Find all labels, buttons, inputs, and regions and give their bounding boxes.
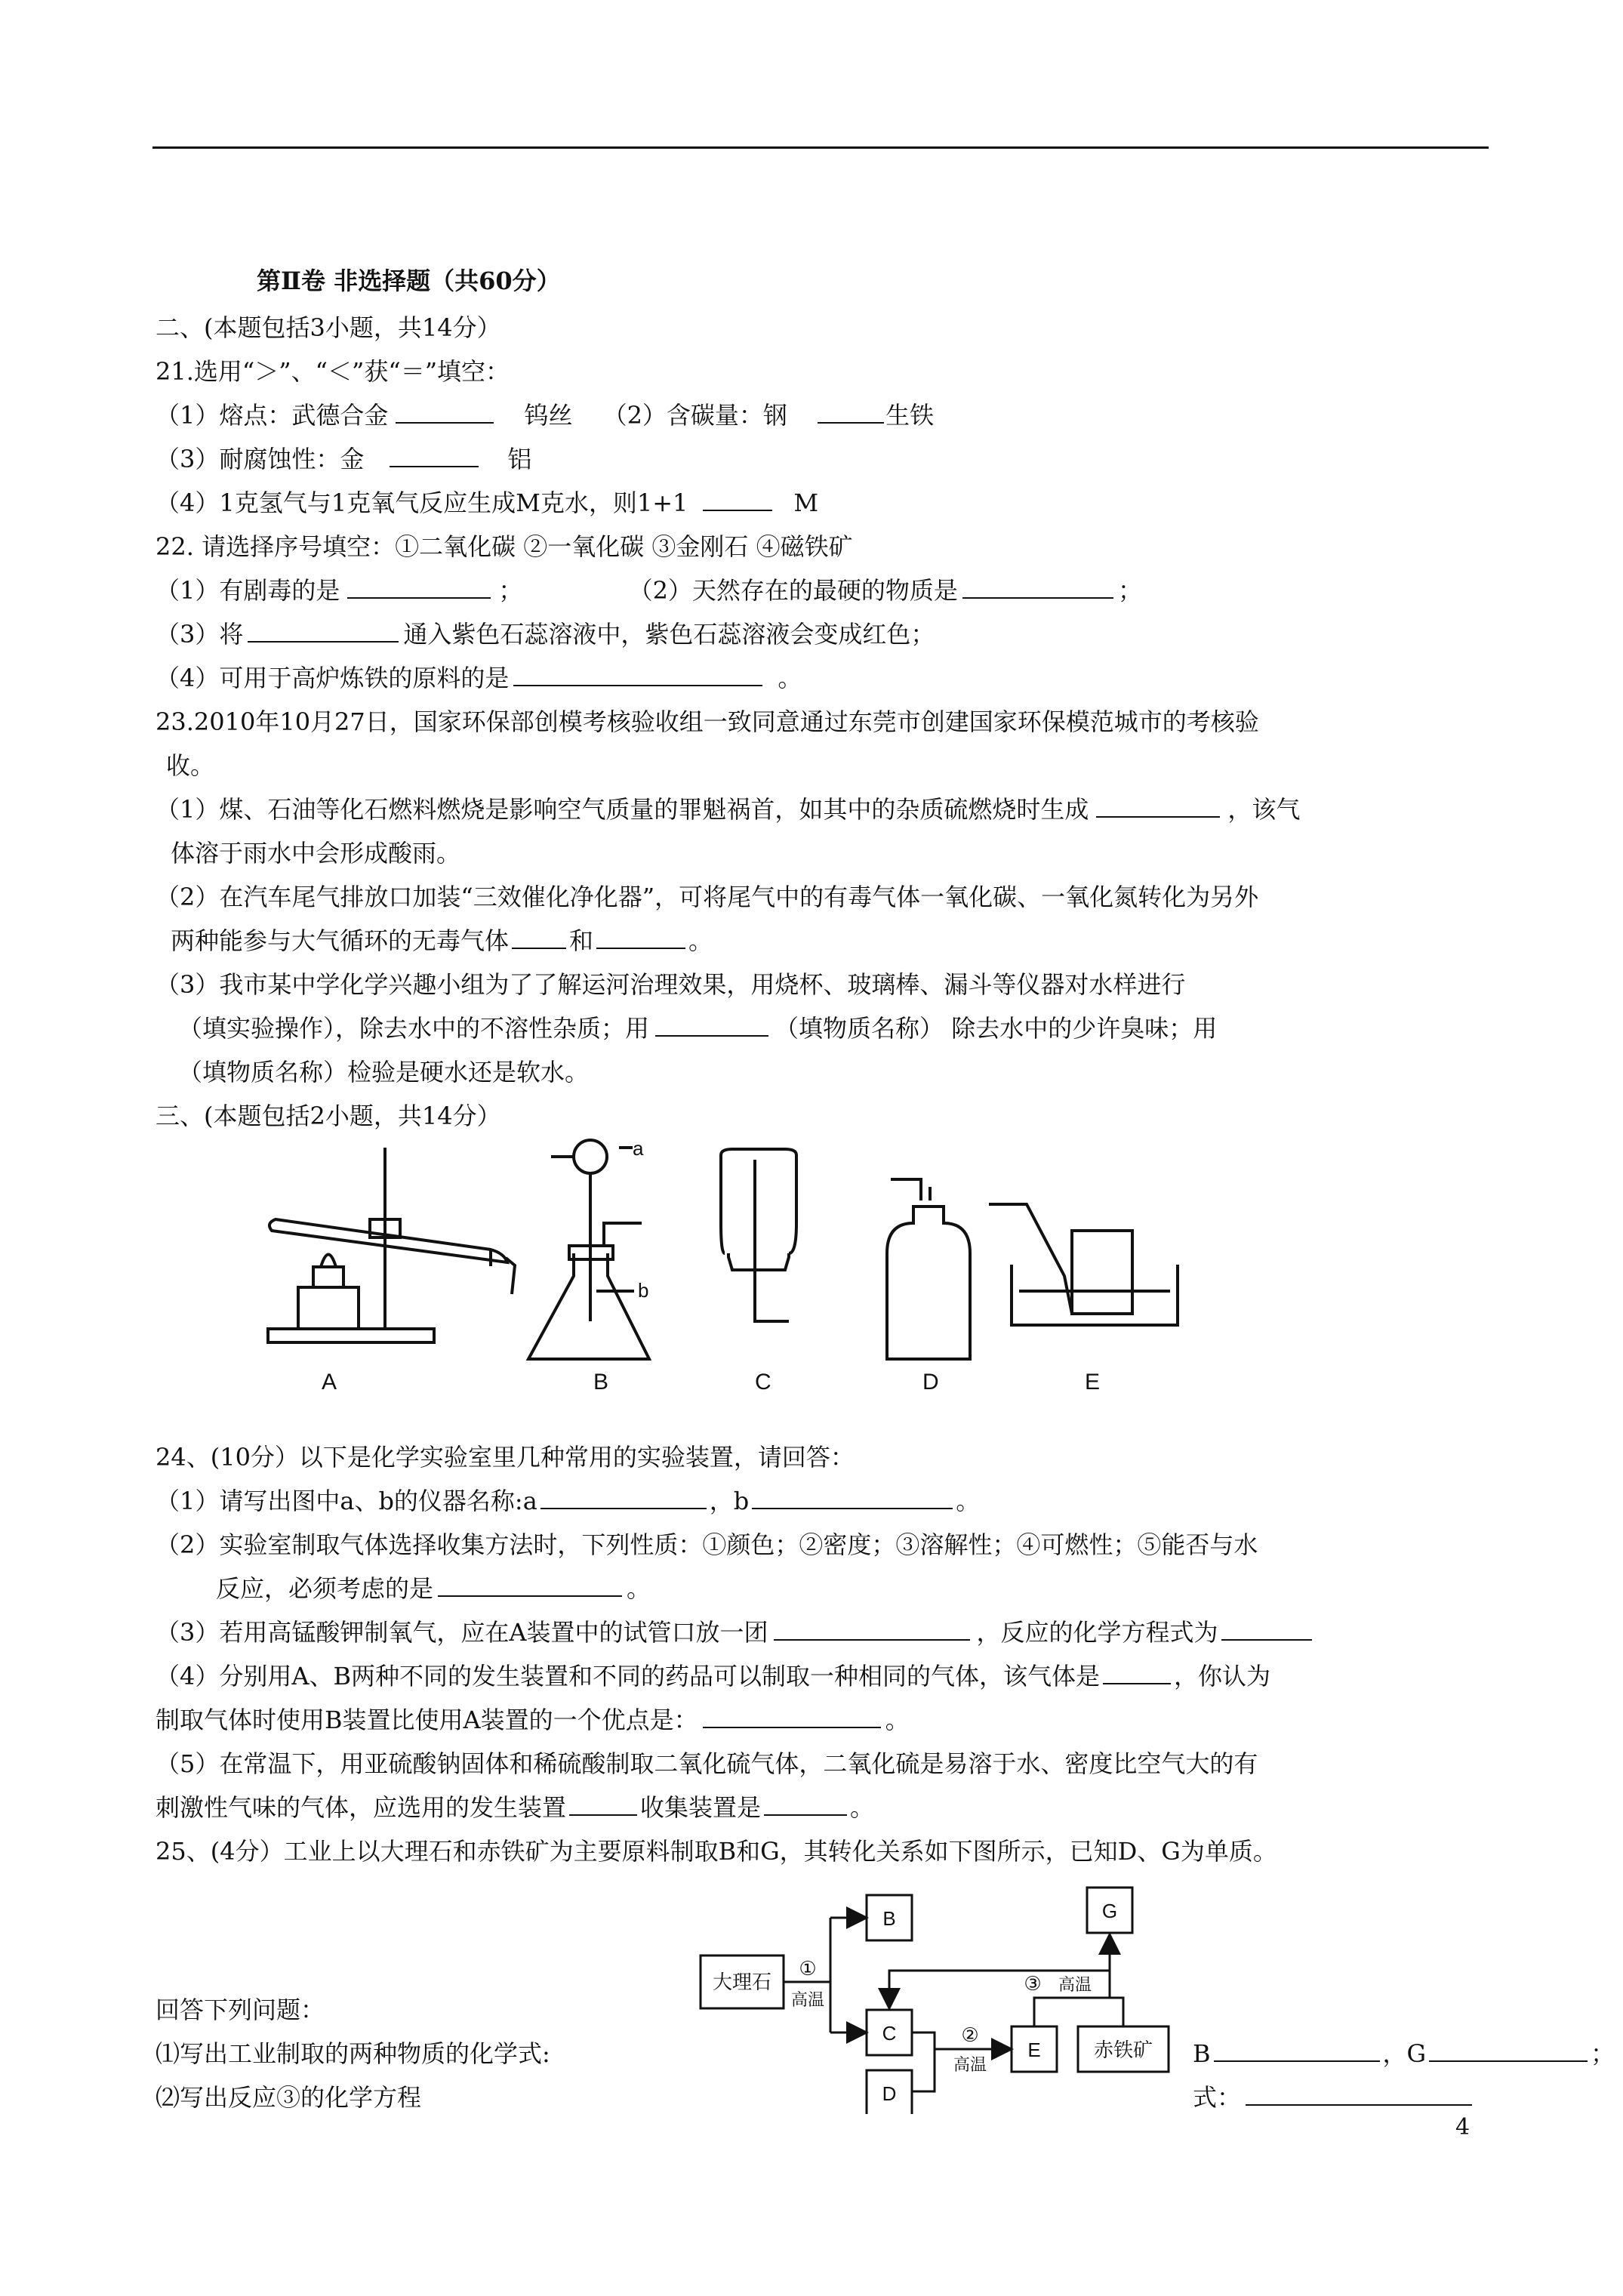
q21-line1: （1）熔点：武德合金 钨丝 （2）含碳量：钢 生铁 xyxy=(156,401,935,430)
answer-blank[interactable] xyxy=(1103,1660,1171,1684)
label-r2-temp: 高温 xyxy=(953,2055,987,2074)
bottle-c xyxy=(721,1149,796,1270)
page-number: 4 xyxy=(1455,2114,1471,2140)
q23-p3-line1: （3）我市某中学化学兴趣小组为了了解运河治理效果，用烧杯、玻璃棒、漏斗等仪器对水样进行 xyxy=(156,970,1186,999)
q24-stem: 24、(10分）以下是化学实验室里几种常用的实验装置，请回答： xyxy=(156,1443,855,1472)
label-box-C: C xyxy=(882,2022,897,2045)
q22-line3: （4）可用于高炉炼铁的原料的是 。 xyxy=(156,664,802,692)
label-b: b xyxy=(638,1279,649,1302)
q21-stem: 21.选用“＞”、“＜”获“＝”填空： xyxy=(156,357,510,386)
q25-answer-intro: 回答下列问题： xyxy=(156,1996,325,2024)
q24-p2-line1: （2）实验室制取气体选择收集方法时，下列性质：①颜色；②密度；③溶解性；④可燃性；⑤能否与水 xyxy=(156,1530,1258,1559)
q23-stem-1: 23.2010年10月27日，国家环保部创模考核验收组一致同意通过东莞市创建国家环保模范城市的考核验 xyxy=(156,707,1259,736)
test-tube xyxy=(269,1219,507,1262)
label-A: A xyxy=(322,1370,337,1395)
arrow-r2-join xyxy=(912,2032,935,2091)
answer-blank[interactable] xyxy=(1221,1616,1312,1641)
label-D: D xyxy=(922,1370,939,1395)
label-box-D: D xyxy=(882,2082,897,2105)
q24-p2-line2: 反应，必须考虑的是 。 xyxy=(216,1574,651,1603)
conversion-flow-diagram xyxy=(694,1865,1193,2114)
label-r3: ③ xyxy=(1024,1972,1042,1995)
q23-p3-line3: （填物质名称）检验是硬水还是软水。 xyxy=(178,1058,590,1086)
q23-p1-line2: 体溶于雨水中会形成酸雨。 xyxy=(171,839,461,868)
label-r3-temp: 高温 xyxy=(1058,1975,1092,1994)
answer-blank[interactable] xyxy=(390,443,479,467)
q22-stem: 22. 请选择序号填空：①二氧化碳 ②一氧化碳 ③金刚石 ④磁铁矿 xyxy=(156,532,853,561)
stand-base xyxy=(268,1329,434,1342)
label-hematite: 赤铁矿 xyxy=(1093,2039,1153,2061)
q21-line2: （3）耐腐蚀性：金 铝 xyxy=(156,445,532,473)
answer-blank[interactable] xyxy=(962,575,1113,599)
answer-blank[interactable] xyxy=(248,618,399,643)
answer-blank[interactable] xyxy=(703,487,772,511)
q24-p5-line2: 刺激性气味的气体，应选用的发生装置 收集装置是 。 xyxy=(156,1793,875,1822)
label-C: C xyxy=(755,1370,771,1395)
q25-q2: ⑵写出反应③的化学方程 xyxy=(156,2083,422,2112)
water-trough xyxy=(1012,1265,1178,1325)
q21-line3: （4）1克氢气与1克氧气反应生成M克水，则1+1 M xyxy=(156,488,819,517)
answer-blank[interactable] xyxy=(764,1792,847,1816)
delivery-tube-b xyxy=(604,1223,642,1246)
answer-blank[interactable] xyxy=(703,1704,881,1728)
q25-q2-answer: 式： xyxy=(1193,2081,1472,2114)
label-r1-temp: 高温 xyxy=(790,1990,825,2009)
answer-blank[interactable] xyxy=(1096,794,1220,818)
gas-jar xyxy=(1072,1231,1132,1314)
part2-header: 二、(本题包括3小题，共14分） xyxy=(156,313,501,342)
answer-blank[interactable] xyxy=(1429,2038,1588,2062)
q22-line2: （3）将 通入紫色石蕊溶液中，紫色石蕊溶液会变成红色； xyxy=(156,620,935,649)
answer-blank[interactable] xyxy=(347,575,491,599)
answer-blank[interactable] xyxy=(438,1573,622,1597)
lamp-flame xyxy=(313,1255,343,1288)
q24-p4-line2: 制取气体时使用B装置比使用A装置的一个优点是： 。 xyxy=(156,1706,910,1734)
q24-p3: （3）若用高锰酸钾制氧气，应在A装置中的试管口放一团 ，反应的化学方程式为 xyxy=(156,1616,1312,1649)
answer-blank[interactable] xyxy=(569,1792,637,1816)
q23-p1-line1: （1）煤、石油等化石燃料燃烧是影响空气质量的罪魁祸首，如其中的杂质硫燃烧时生成 ，该气 xyxy=(156,795,1301,824)
answer-blank[interactable] xyxy=(818,399,884,424)
tube-c xyxy=(755,1160,789,1321)
q22-line1: （1）有剧毒的是 ； （2）天然存在的最硬的物质是 ； xyxy=(156,576,1142,605)
part3-header: 三、(本题包括2小题，共14分） xyxy=(156,1102,501,1130)
label-r2: ② xyxy=(961,2023,979,2046)
q25-q1: ⑴写出工业制取的两种物质的化学式: xyxy=(156,2039,550,2068)
tube-d xyxy=(891,1179,930,1200)
q23-p2-line2: 两种能参与大气循环的无毒气体 和 。 xyxy=(171,926,713,955)
answer-blank[interactable] xyxy=(1246,2082,1472,2106)
answer-blank[interactable] xyxy=(752,1485,953,1509)
answer-blank[interactable] xyxy=(513,662,762,686)
answer-blank[interactable] xyxy=(540,1485,707,1509)
section-title: 第Ⅱ卷 非选择题（共60分） xyxy=(257,267,561,295)
q23-p3-line2: （填实验操作），除去水中的不溶性杂质；用 （填物质名称） 除去水中的少许臭味；用 xyxy=(178,1014,1218,1043)
q24-p5-line1: （5）在常温下，用亚硫酸钠固体和稀硫酸制取二氧化硫气体，二氧化硫是易溶于水、密度比空气大的有 xyxy=(156,1749,1258,1778)
answer-blank[interactable] xyxy=(512,925,566,949)
answer-blank[interactable] xyxy=(655,1012,768,1037)
q24-p4-line1: （4）分别用A、B两种不同的发生装置和不同的药品可以制取一种相同的气体，该气体是 ，你认为 xyxy=(156,1662,1271,1690)
answer-blank[interactable] xyxy=(1214,2038,1380,2062)
label-box-B: B xyxy=(882,1907,896,1930)
answer-blank[interactable] xyxy=(774,1616,970,1641)
alcohol-lamp xyxy=(298,1287,359,1329)
arrow-r3-join xyxy=(1034,1998,1123,2026)
tube-e xyxy=(989,1204,1072,1314)
bottle-d xyxy=(887,1207,970,1359)
answer-blank[interactable] xyxy=(596,925,685,949)
q24-p1: （1）请写出图中a、b的仪器名称:a ，b 。 xyxy=(156,1487,981,1515)
q23-stem-2: 收。 xyxy=(166,751,215,780)
label-r1: ① xyxy=(799,1957,817,1980)
label-box-G: G xyxy=(1101,1900,1118,1922)
q25-q1-answers: B ，G ； xyxy=(1193,2039,1615,2068)
header-rule xyxy=(152,146,1489,149)
label-E: E xyxy=(1085,1370,1101,1395)
label-a: a xyxy=(633,1137,644,1160)
label-box-E: E xyxy=(1027,2039,1041,2061)
funnel-bulb xyxy=(574,1140,607,1173)
label-marble: 大理石 xyxy=(712,1971,772,1993)
apparatus-figure xyxy=(264,1133,1230,1404)
label-B: B xyxy=(593,1370,609,1395)
q25-stem: 25、(4分）工业上以大理石和赤铁矿为主要原料制取B和G，其转化关系如下图所示，已知D、G为单质。 xyxy=(156,1837,1277,1866)
q23-p2-line1: （2）在汽车尾气排放口加装“三效催化净化器”，可将尾气中的有毒气体一氧化碳、一氧化氮转化为另外 xyxy=(156,883,1259,911)
answer-blank[interactable] xyxy=(396,399,494,424)
